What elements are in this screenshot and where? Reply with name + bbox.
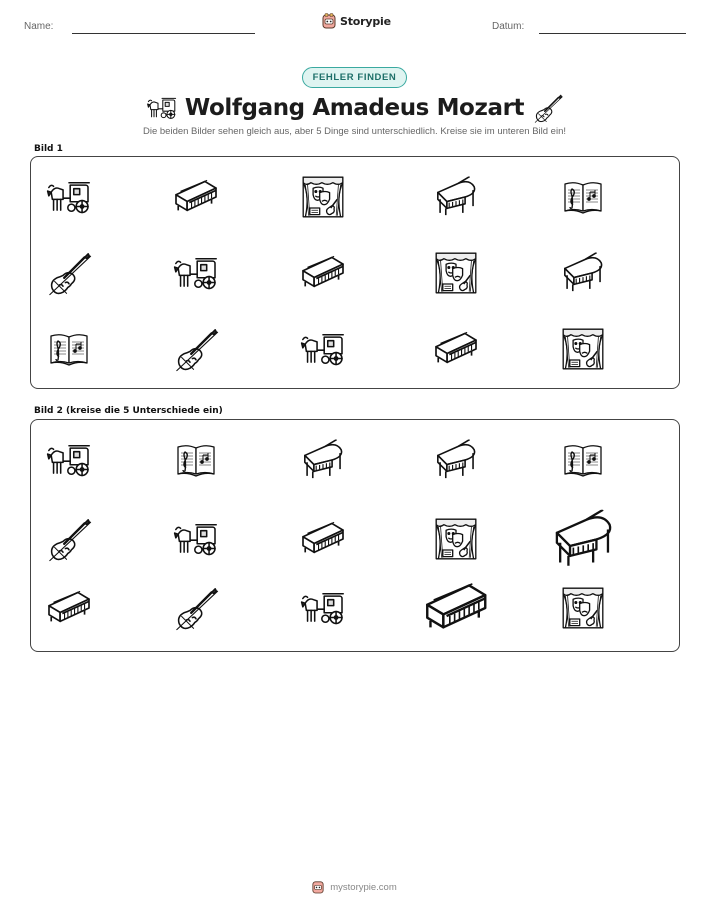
picture-cell[interactable]: [295, 585, 351, 631]
picture-cell[interactable]: [40, 584, 98, 632]
date-label: Datum:: [492, 21, 525, 32]
picture2-label: Bild 2 (kreise die 5 Unterschiede ein): [34, 406, 223, 416]
grand-piano-icon: [431, 176, 481, 218]
picture-cell[interactable]: [41, 511, 97, 567]
piano-icon: [431, 329, 481, 369]
picture-cell[interactable]: [427, 325, 485, 373]
picture-cell[interactable]: [427, 172, 485, 222]
carriage-icon: [172, 254, 220, 292]
worksheet-type-badge: FEHLER FINDEN: [302, 67, 407, 88]
picture2-panel: [30, 419, 680, 652]
carriage-icon: [45, 178, 93, 216]
carriage-icon: [299, 330, 347, 368]
piano-icon: [298, 519, 348, 559]
picture-cell[interactable]: [295, 326, 351, 372]
music-book-icon: [176, 443, 216, 477]
page-title: Wolfgang Amadeus Mozart: [184, 95, 525, 121]
brand-name: Storypie: [340, 14, 391, 28]
picture-cell[interactable]: [168, 516, 224, 562]
picture-cell[interactable]: [294, 249, 352, 297]
picture-cell[interactable]: [172, 439, 220, 481]
picture-cell[interactable]: [41, 437, 97, 483]
picture-cell[interactable]: [45, 328, 93, 370]
theater-icon: [561, 586, 605, 630]
picture-cell[interactable]: [294, 435, 352, 485]
picture-cell[interactable]: [167, 173, 225, 221]
name-field[interactable]: [72, 33, 255, 34]
date-field[interactable]: [539, 33, 686, 34]
violin-icon: [172, 584, 220, 632]
music-book-icon: [49, 332, 89, 366]
theater-icon: [434, 251, 478, 295]
picture1-label: Bild 1: [34, 144, 63, 154]
carriage-icon: [172, 520, 220, 558]
piano-icon: [171, 177, 221, 217]
picture1-panel: [30, 156, 680, 389]
picture-cell[interactable]: [557, 582, 609, 634]
picture-cell[interactable]: [168, 321, 224, 377]
music-book-icon: [563, 443, 603, 477]
carriage-icon: [299, 589, 347, 627]
name-label: Name:: [24, 21, 54, 32]
violin-icon: [172, 325, 220, 373]
picture-cell[interactable]: [557, 323, 609, 375]
picture-cell[interactable]: [430, 247, 482, 299]
footer-url[interactable]: mystorypie.com: [330, 881, 397, 893]
picture-cell[interactable]: [430, 513, 482, 565]
footer: [0, 880, 709, 894]
storypie-mascot-icon: [312, 880, 324, 894]
picture-cell[interactable]: [559, 176, 607, 218]
picture-cell[interactable]: [554, 248, 612, 298]
picture-cell[interactable]: [294, 515, 352, 563]
violin-icon: [45, 249, 93, 297]
piano-icon: [298, 253, 348, 293]
carriage-icon: [45, 441, 93, 479]
picture-cell[interactable]: [41, 245, 97, 301]
violin-icon: [45, 515, 93, 563]
grand-piano-icon: [547, 509, 620, 570]
grand-piano-icon: [298, 439, 348, 481]
theater-icon: [301, 175, 345, 219]
picture-cell[interactable]: [559, 439, 607, 481]
picture-cell[interactable]: [168, 250, 224, 296]
violin-icon: [532, 92, 564, 124]
storypie-mascot-icon: [322, 13, 336, 29]
brand-logo: [322, 13, 391, 29]
picture-cell[interactable]: [41, 174, 97, 220]
picture-cell[interactable]: [543, 505, 624, 574]
theater-icon: [434, 517, 478, 561]
piano-icon: [420, 579, 493, 637]
picture-cell[interactable]: [427, 435, 485, 485]
theater-icon: [561, 327, 605, 371]
piano-icon: [44, 588, 94, 628]
picture-cell[interactable]: [416, 575, 497, 641]
title-right-icon: [532, 92, 564, 124]
music-book-icon: [563, 180, 603, 214]
grand-piano-icon: [558, 252, 608, 294]
picture-cell[interactable]: [297, 171, 349, 223]
grand-piano-icon: [431, 439, 481, 481]
instructions: Die beiden Bilder sehen gleich aus, aber 5 Dinge sind unterschiedlich. Kreise sie im unteren Bild ein!: [143, 126, 566, 137]
picture-cell[interactable]: [168, 580, 224, 636]
